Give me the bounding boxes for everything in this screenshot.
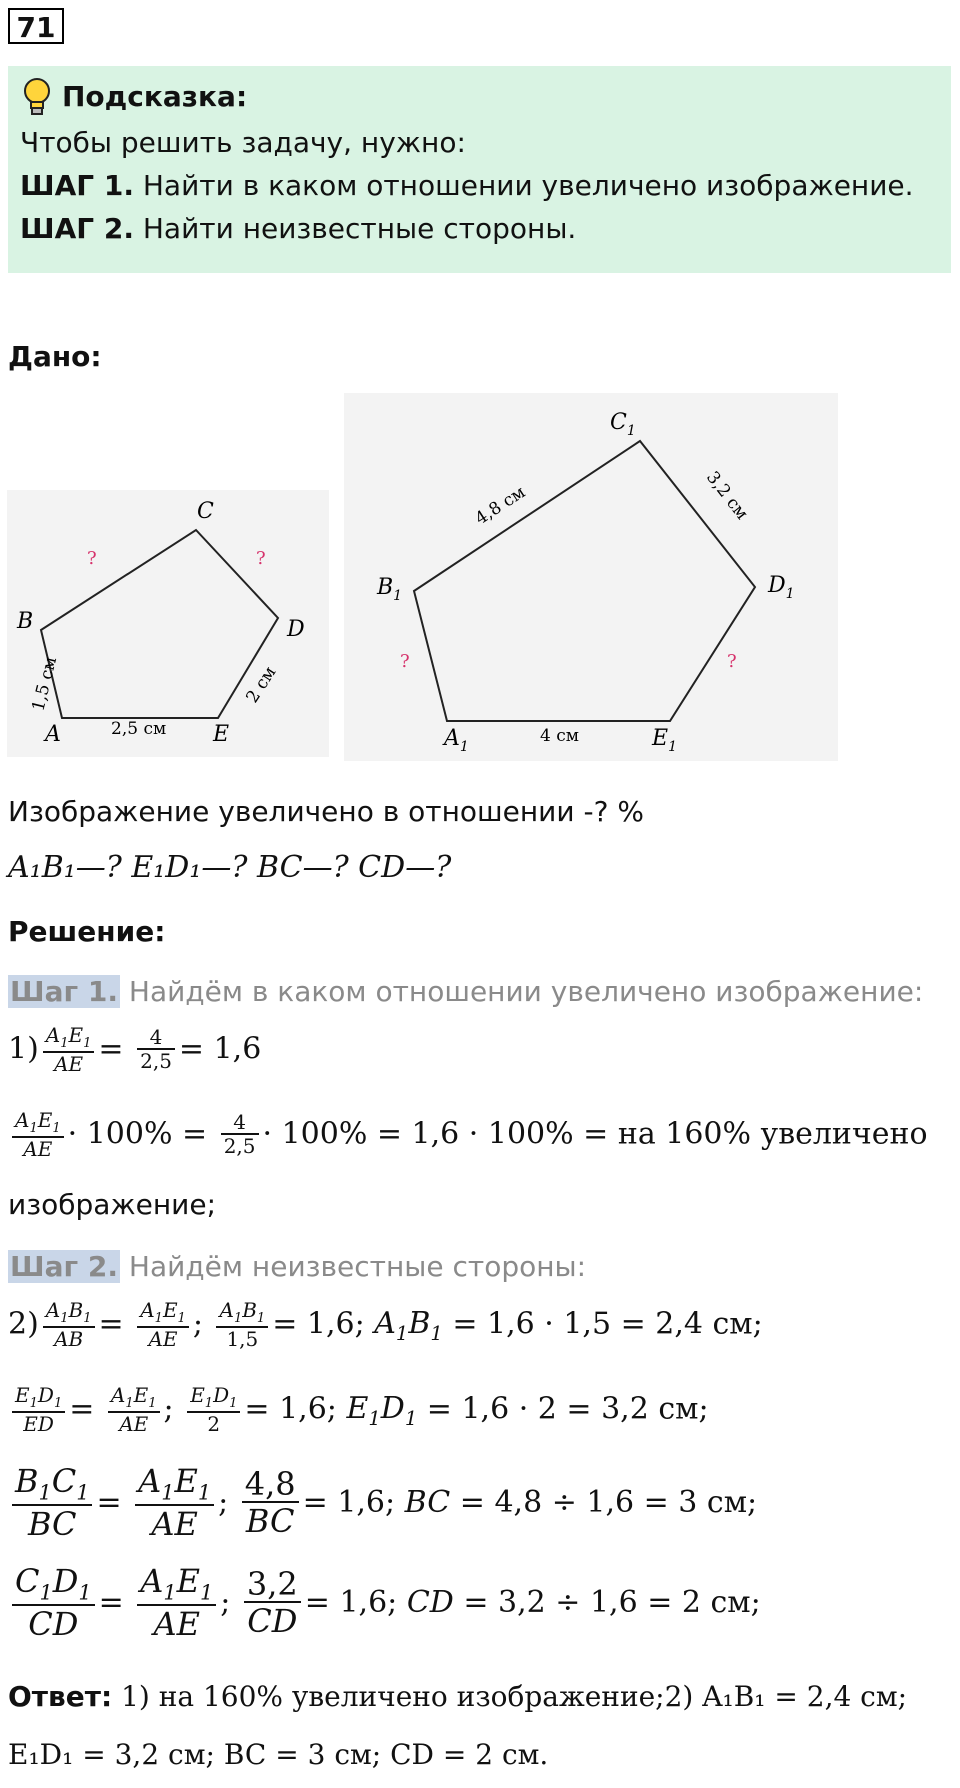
- unknown-BC: ?: [87, 548, 97, 569]
- unknown-A1B1: ?: [400, 651, 410, 672]
- side-AB-label: 1,5 см: [28, 654, 62, 714]
- large-pentagon: [414, 441, 755, 721]
- vertex-B: B: [17, 609, 34, 634]
- question-line: Изображение увеличено в отношении -? %: [8, 795, 644, 828]
- side-A1E1-label: 4 см: [540, 726, 579, 746]
- small-pentagon: [41, 530, 281, 718]
- hint-box: [8, 66, 951, 273]
- formula-BC: $\frac{B_1C_1}{BC}$ = $\frac{A_1E_1}{AE}$ ; $\frac{4,8}{BC}$ = 1,6; BC = 4,8 ÷ 1,6 = 3 см;: [8, 1465, 757, 1543]
- task-number: 71: [8, 8, 64, 44]
- vertex-E1: $E_1$: [652, 726, 677, 755]
- vertex-D: D: [287, 617, 305, 642]
- hint-title: Подсказка:: [62, 80, 248, 113]
- vertex-C1: $C_1$: [610, 410, 636, 439]
- hint-step1: ШАГ 1. Найти в каком отношении увеличено изображение.: [20, 169, 914, 202]
- formula-percent: $\frac{A_1E_1}{AE}$ · 100% = $\frac{4}{2,5}$ · 100% = 1,6 · 100% = на 160% увеличено: [8, 1110, 928, 1161]
- given-label: Дано:: [8, 340, 102, 373]
- formula-ratio: 1) $\frac{A_1E_1}{AE}$ = $\frac{4}{2,5}$ = 1,6: [8, 1023, 262, 1076]
- formula-E1D1: $\frac{E_1D_1}{ED}$ = $\frac{A_1E_1}{AE}$ ; $\frac{E_1D_1}{2}$ = 1,6; $E_1D_1 = 1,6 \cdot 2 = 3,2$ см;: [8, 1385, 709, 1436]
- vertex-A: A: [45, 722, 61, 747]
- formula-CD: $\frac{C_1D_1}{CD}$ = $\frac{A_1E_1}{AE}$ ; $\frac{3,2}{CD}$ = 1,6; CD = 3,2 ÷ 1,6 = 2 см;: [8, 1565, 761, 1643]
- formula-A1B1: 2) $\frac{A_1B_1}{AB}$ = $\frac{A_1E_1}{AE}$ ; $\frac{A_1B_1}{1,5}$ = 1,6; $A_1B_1 = 1,6 \cdot 1,5 = 2,4$ см;: [8, 1298, 763, 1351]
- vertex-B1: $B_1$: [377, 575, 403, 604]
- vertex-D1: $D_1$: [768, 573, 795, 602]
- hint-step2: ШАГ 2. Найти неизвестные стороны.: [20, 212, 577, 245]
- side-ED-label: 2 см: [242, 663, 281, 707]
- question-math: A₁B₁—? E₁D₁—? BC—? CD—?: [8, 850, 452, 885]
- side-AE-label: 2,5 см: [111, 719, 167, 739]
- unknown-E1D1: ?: [727, 651, 737, 672]
- answer-line2: E₁D₁ = 3,2 см; BC = 3 см; CD = 2 см.: [8, 1738, 549, 1771]
- small-pentagon-figure: [7, 490, 329, 757]
- step1-heading: Шаг 1. Найдём в каком отношении увеличено изображение:: [10, 975, 924, 1008]
- hint-intro: Чтобы решить задачу, нужно:: [20, 126, 466, 159]
- large-pentagon-figure: [344, 393, 838, 761]
- vertex-A1: $A_1$: [444, 726, 469, 755]
- solution-label: Решение:: [8, 915, 166, 948]
- side-B1C1-label: 4,8 см: [471, 482, 530, 530]
- lightbulb-icon: [20, 76, 54, 116]
- formula-percent-cont: изображение;: [8, 1188, 217, 1221]
- answer-line1: Ответ: 1) на 160% увеличено изображение;2) A₁B₁ = 2,4 см;: [8, 1680, 908, 1713]
- side-C1D1-label: 3,2 см: [702, 467, 752, 524]
- vertex-E: E: [213, 722, 230, 747]
- vertex-C: C: [197, 499, 214, 524]
- unknown-CD: ?: [256, 548, 266, 569]
- step2-heading: Шаг 2. Найдём неизвестные стороны:: [10, 1250, 587, 1283]
